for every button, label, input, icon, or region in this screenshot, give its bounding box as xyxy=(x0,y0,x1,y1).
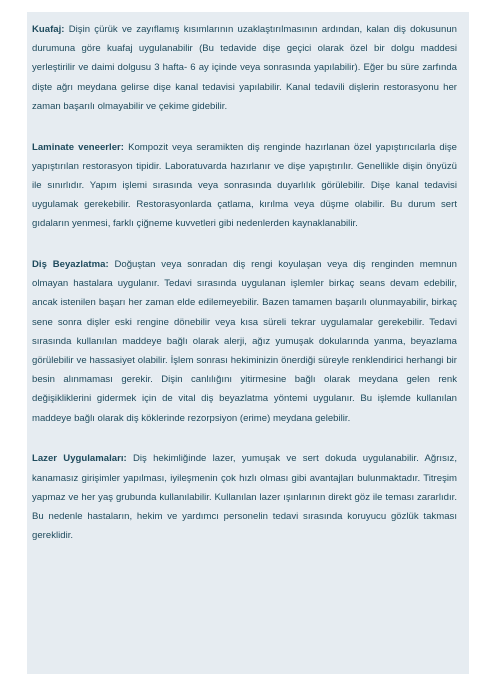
section-body: Doğuştan veya sonradan diş rengi koyulaşan veya diş renginden memnun olmayan hastalara uygulanır. Tedavi sırasında uygulanan işlemler birkaç seans devam edebilir, ancak istenilen başarı her zaman elde edilemeyebilir. Bazen tamamen başarılı olunmayabilir, birkaç sene sonra dişler eski rengine dönebilir veya kısa süreli tekrar uygulamalar gerekebilir. Tedavi sırasında kullanılan maddeye bağlı olarak alerji, ağız yumuşak dokularında yanma, beyazlama görülebilir ve hassasiyet olabilir. İşlem sonrası hekiminizin önerdiği süreyle renklendirici herhangi bir besin alınmaması gerekir. Dişin canlılığını yitirmesine bağlı olarak meydana gelen renk değişikliklerini gidermek için de vital diş beyazlatma yöntemi uygulanır. Bu işlemde kullanılan maddeye bağlı olarak diş köklerinde rezorpsiyon (erime) meydana gelebilir. xyxy=(32,259,457,424)
section-laminate-veneerler xyxy=(32,138,457,234)
section-dis-beyazlatma xyxy=(32,255,457,428)
section-body: Diş hekimliğinde lazer, yumuşak ve sert dokuda uygulanabilir. Ağrısız, kanamasız girişimler yapılması, iyileşmenin çok hızlı olması gibi avantajları bulunmaktadır. Titreşim yapmaz ve her yaş grubunda kullanılabilir. Kullanılan lazer ışınlarının direkt göz ile teması zararlıdır. Bu nedenle hastaların, hekim ve yardımcı personelin tedavi sırasında koruyucu gözlük takması gereklidir. xyxy=(32,453,457,542)
document-panel xyxy=(27,12,469,674)
section-body: Kompozit veya seramikten diş renginde hazırlanan özel yapıştırıcılarla dişe yapıştırılan restorasyon tipidir. Laboratuvarda hazırlanır ve dişe yapıştırılır. Genellikle dişin önyüzü ile sınırlıdır. Yapım işlemi sırasında veya sonrasında duyarlılık görülebilir. Dişe kanal tedavisi uygulamak gerekebilir. Restorasyonlarda çatlama, kırılma veya düşme olabilir. Bu durum sert gıdaların yenmesi, farklı çiğneme kuvvetleri gibi nedenlerden kaynaklanabilir. xyxy=(32,141,457,230)
section-kuafaj xyxy=(32,20,457,116)
section-heading: Diş Beyazlatma: xyxy=(32,259,109,271)
section-heading: Laminate veneerler: xyxy=(32,141,124,153)
section-heading: Kuafaj: xyxy=(32,24,65,35)
section-heading: Lazer Uygulamaları: xyxy=(32,453,127,465)
section-lazer-uygulamalari xyxy=(32,449,457,545)
section-body: Dişin çürük ve zayıflamış kısımlarının uzaklaştırılmasının ardından, kalan diş dokusunun durumuna göre kuafaj uygulanabilir (Bu tedavide dişe geçici olarak özel bir dolgu maddesi yerleştirilir ve daimi dolgusu 3 hafta- 6 ay içinde veya sonrasında yapılabilir). Eğer bu süre zarfında dişte ağrı meydana gelirse dişe kanal tedavisi yapılabilir. Kanal tedavili dişlerin restorasyonu her zaman başarılı olmayabilir ve çekime gidebilir. xyxy=(32,24,457,112)
